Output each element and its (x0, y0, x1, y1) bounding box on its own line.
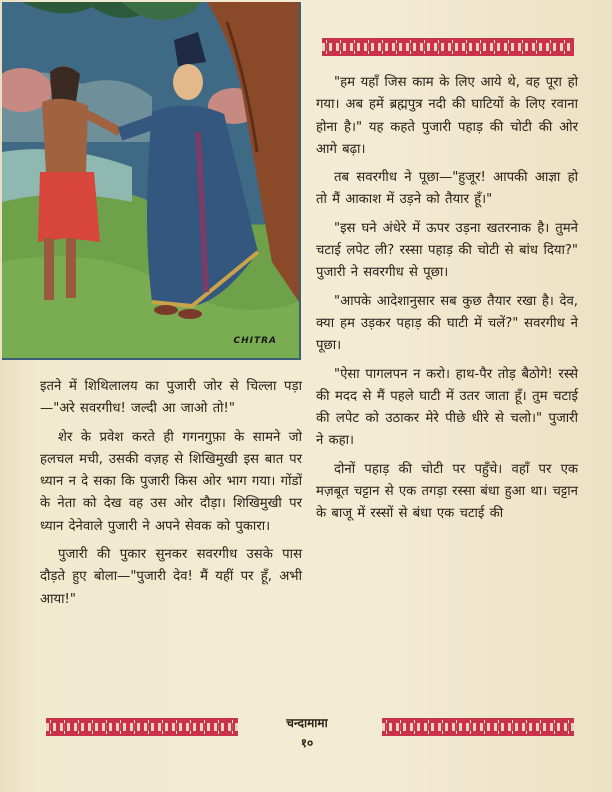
paragraph: शेर के प्रवेश करते ही गगनगुफ़ा के सामने जो हलचल मची, उसकी वज़ह से शिखिमुखी इस बात पर ध्यान न दे सका कि पुजारी किस ओर भाग गया। गोंडों के नेता को देख वह उस ओर दौड़ा। शिखिमुखी पर ध्यान देनेवाले पुजारी ने अपने सेवक को पुकारा। (40, 429, 302, 534)
servant-torso (42, 99, 88, 172)
page-number: १० (300, 736, 314, 750)
right-text-column (316, 72, 578, 532)
decorative-border-bottom-left (46, 718, 238, 736)
artist-signature: CHITRA (233, 336, 277, 346)
left-text-column (40, 376, 302, 617)
magazine-title: चन्दामामा (286, 716, 328, 730)
servant-leg-left (44, 238, 54, 300)
paragraph: इतने में शिथिलालय का पुजारी जोर से चिल्ला पड़ा—"अरे सवरगीध! जल्दी आ जाओ तो!" (40, 379, 302, 417)
illustration-art (2, 2, 299, 358)
priest-face (173, 64, 203, 100)
paragraph: दोनों पहाड़ की चोटी पर पहुँचे। वहाँ पर एक मज़बूत चट्टान से एक तगड़ा रस्सा बंधा हुआ था। चट्टान के बाजू में रस्सों से बंधा एक चटाई की (316, 461, 578, 522)
paragraph: "हम यहाँ जिस काम के लिए आये थे, वह पूरा हो गया। अब हमें ब्रह्मपुत्र नदी की घाटियों के लिए रवाना होना है।" यह कहते पुजारी पहाड़ की चोटी की ओर आगे बढ़ा। (316, 75, 578, 157)
paragraph: "इस घने अंधेरे में ऊपर उड़ना खतरनाक है। तुमने चटाई लपेट ली? रस्सा पहाड़ की चोटी से बांध दिया?" पुजारी ने सवरगीध से पूछा। (316, 220, 578, 281)
servant-dhoti (38, 172, 100, 242)
paragraph: पुजारी की पुकार सुनकर सवरगीध उसके पास दौड़ते हुए बोला—"पुजारी देव! मैं यहीं पर हूँ, अभी आया!" (40, 547, 302, 607)
decorative-border-bottom-right (382, 718, 574, 736)
servant-hair (50, 66, 80, 102)
paragraph: तब सवरगीध ने पूछा—"हुजूर! आपकी आज्ञा हो तो मैं आकाश में उड़ने को तैयार हूँ।" (316, 170, 578, 208)
servant-leg-right (66, 238, 76, 298)
priest-foot-right (178, 309, 202, 319)
story-illustration (2, 2, 301, 360)
paragraph: "आपके आदेशानुसार सब कुछ तैयार रखा है। देव, क्या हम उड़कर पहाड़ की घाटी में चलें?" सवरगीध ने पूछा। (316, 293, 578, 354)
decorative-border-top (322, 38, 574, 56)
paragraph: "ऐसा पागलपन न करो। हाथ-पैर तोड़ बैठोगे! रस्से की मदद से मैं पहले घाटी में उतर जाता हूँ। तुम चटाई की लपेट को उठाकर मेरे पीछे धीरे से चलो।" पुजारी ने कहा। (316, 366, 578, 449)
priest-foot-left (154, 305, 178, 315)
